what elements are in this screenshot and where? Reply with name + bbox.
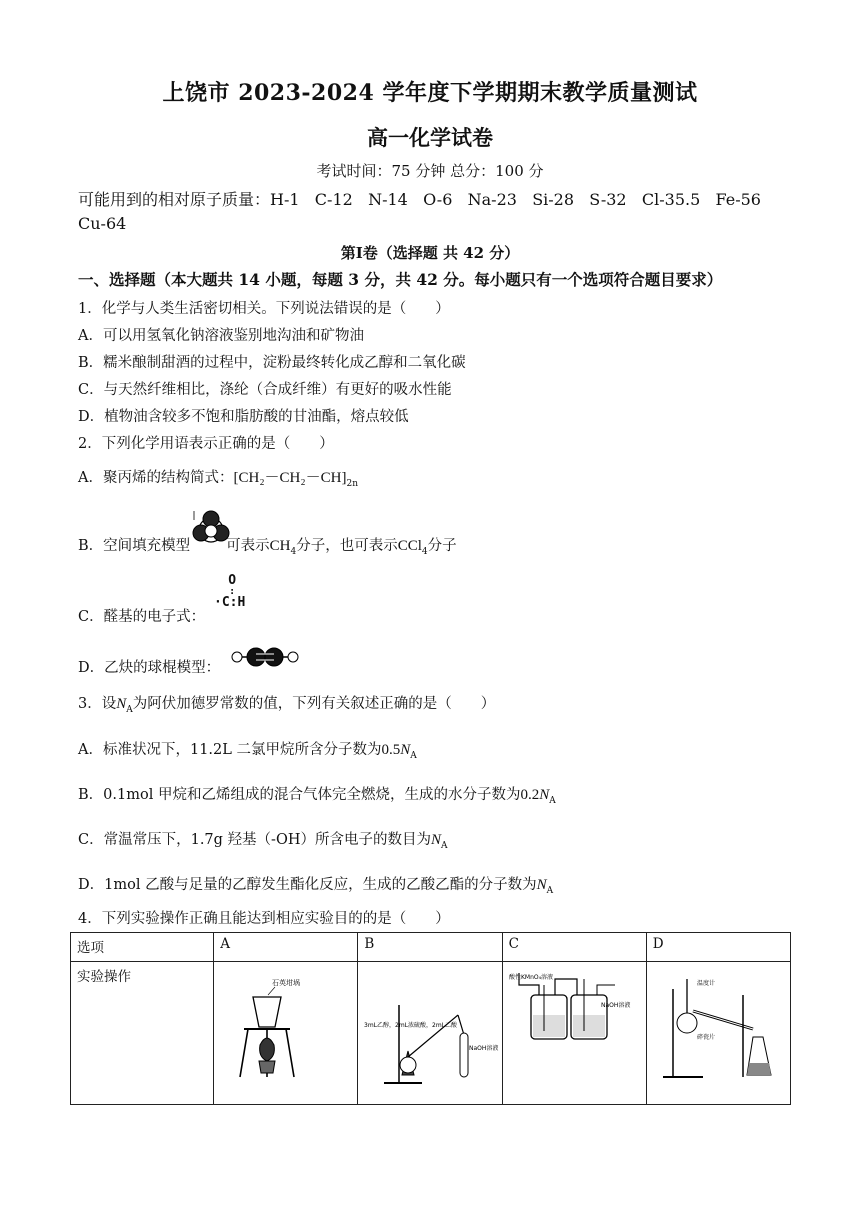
kmno4-label: 酸性KMnO₄溶液	[508, 974, 553, 981]
q3-option-b	[78, 783, 556, 806]
table-header-option: 选项	[71, 933, 214, 962]
q2-stem: 2．下列化学用语表示正确的是（ ）	[78, 436, 334, 452]
distillation-apparatus-diagram	[653, 965, 777, 1095]
atomic-masses-line1: 可能用到的相对原子质量：H-1 C-12 N-14 O-6 Na-23 Si-28 S-32 Cl-35.5 Fe-56	[78, 190, 761, 209]
space-filling-model-image	[193, 508, 229, 550]
q3-a-na: N	[400, 742, 411, 758]
table-header-d: D	[646, 933, 790, 962]
option-c-image-cell	[502, 962, 646, 1105]
q3-c-na-sub: A	[441, 840, 448, 851]
q3-c-text: C．常温常压下，1.7g 羟基（-OH）所含电子的数目为	[78, 832, 431, 848]
q1-stem: 1．化学与人类生活密切相关。下列说法错误的是（ ）	[78, 301, 450, 317]
gas-washing-bottles-diagram	[509, 965, 633, 1095]
q3-option-c	[78, 828, 448, 851]
q1-option-b: B．糯米酿制甜酒的过程中，淀粉最终转化成乙醇和二氧化碳	[78, 355, 466, 371]
q2-option-a	[78, 466, 358, 489]
q3-d-na: N	[536, 877, 547, 893]
q2-a-prefix: A．聚丙烯的结构简式：	[78, 470, 234, 486]
q3-c-na: N	[430, 832, 441, 848]
q3-option-d	[78, 873, 553, 896]
table-header-b: B	[358, 933, 502, 962]
crucible-heating-diagram	[220, 965, 340, 1095]
q3-b-na-sub: A	[549, 795, 556, 806]
q3-d-text: D．1mol 乙酸与足量的乙醇发生酯化反应，生成的乙酸乙酯的分子数为	[78, 877, 537, 893]
table-header-row	[71, 933, 791, 962]
q3-a-na-sub: A	[410, 750, 417, 761]
q2-option-b	[78, 534, 457, 557]
table-header-c: C	[502, 933, 646, 962]
q2-b-prefix: B．空间填充模型	[78, 538, 191, 554]
exam-subtitle: 高一化学试卷	[367, 125, 493, 150]
q1-option-d: D．植物油含较多不饱和脂肪酸的甘油酯，熔点较低	[78, 409, 409, 425]
part-title: 一、选择题（本大题共 14 小题，每题 3 分，共 42 分。每小题只有一个选项符合题目要求）	[78, 270, 723, 289]
q3-stem-suffix: 为阿伏加德罗常数的值，下列有关叙述正确的是（ ）	[132, 696, 496, 712]
table-row	[71, 962, 791, 1105]
ch4-formula: CH	[269, 538, 291, 554]
q3-d-na-sub: A	[546, 885, 554, 896]
q3-option-a	[78, 738, 417, 761]
volume-title: 第Ⅰ卷（选择题 共 42 分）	[340, 244, 520, 262]
aldehyde-carbon-h: ·C:H	[214, 595, 246, 610]
crucible-label: 石英坩埚	[272, 979, 301, 987]
aldehyde-electron-formula	[214, 574, 245, 609]
q1-option-a: A．可以用氢氧化钠溶液鉴别地沟油和矿物油	[78, 328, 364, 344]
na-subscript: A	[126, 704, 133, 715]
q3-b-text: B．0.1mol 甲烷和乙烯组成的混合气体完全燃烧，生成的水分子数为	[78, 787, 521, 803]
esterification-apparatus-diagram	[364, 965, 499, 1095]
q2-option-d	[78, 656, 220, 677]
table-header-a: A	[214, 933, 358, 962]
q3-b-na: N	[539, 787, 550, 803]
naoh-label: NaOH溶液	[469, 1045, 499, 1052]
q3-a-value: 0.5	[381, 742, 401, 758]
chip-label: 碎瓷片	[696, 1034, 715, 1041]
q2-option-c	[78, 605, 205, 626]
polymer-subscript: 2n	[346, 478, 358, 489]
q1-option-c: C．与天然纤维相比，涤纶（合成纤维）有更好的吸水性能	[78, 382, 452, 398]
option-a-image-cell	[214, 962, 358, 1105]
atomic-masses-line2: Cu-64	[78, 214, 127, 233]
aldehyde-oxygen: O	[228, 573, 237, 588]
table-row-label: 实验操作	[71, 962, 214, 1105]
polypropylene-formula: CH₂－CH₂－CH	[238, 470, 342, 486]
q4-options-table	[70, 932, 791, 1105]
reagents-label: 3mL乙醇，2mL浓硫酸，2mL乙酸	[364, 1022, 458, 1029]
c-naoh-label: NaOH溶液	[600, 1002, 630, 1009]
ch4-subscript: 4	[290, 546, 297, 557]
aldehyde-bond-dots: :	[229, 586, 236, 597]
q3-stem-prefix: 3．设	[78, 696, 117, 712]
q3-b-value: 0.2	[520, 787, 540, 803]
thermometer-label: 温度计	[696, 980, 715, 987]
exam-info: 考试时间：75 分钟 总分：100 分	[316, 162, 544, 180]
option-b-image-cell	[358, 962, 502, 1105]
q3-stem	[78, 692, 495, 715]
polymer-bracket-close: ]	[341, 470, 347, 486]
exam-title: 上饶市 2023-2024 学年度下学期期末教学质量测试	[162, 80, 698, 106]
q2-b-mid: 可表示	[226, 538, 270, 554]
q2-b-mid2: 分子，也可表示	[296, 538, 398, 554]
q2-d-prefix: D．乙炔的球棍模型：	[78, 660, 221, 676]
na-symbol: N	[116, 696, 127, 712]
q3-a-text: A．标准状况下，11.2L 二氯甲烷所含分子数为	[78, 742, 382, 758]
polymer-bracket-open: [	[233, 470, 239, 486]
ccl4-formula: CCl	[397, 538, 422, 554]
q4-stem: 4．下列实验操作正确且能达到相应实验目的的是（ ）	[78, 911, 450, 927]
acetylene-ball-stick-model-image	[230, 646, 300, 668]
q2-b-suffix: 分子	[427, 538, 457, 554]
q2-c-prefix: C．醛基的电子式：	[78, 609, 206, 625]
ccl4-subscript: 4	[421, 546, 428, 557]
option-d-image-cell	[646, 962, 790, 1105]
